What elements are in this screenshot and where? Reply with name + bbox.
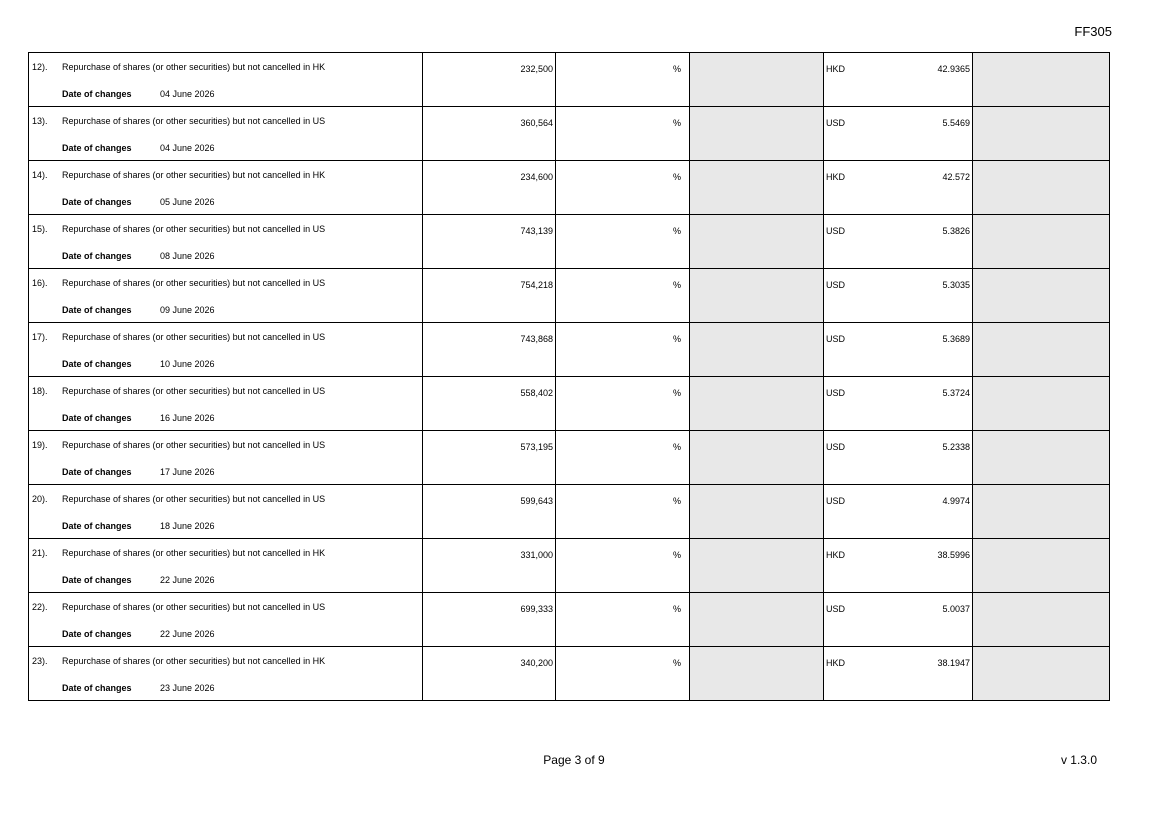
date-of-changes-label: Date of changes <box>62 521 132 531</box>
price-cell <box>824 323 973 377</box>
date-of-changes-value: 22 June 2026 <box>160 629 215 639</box>
row-index: 15). <box>32 224 48 234</box>
percent-symbol: % <box>672 334 681 344</box>
date-of-changes-label: Date of changes <box>62 413 132 423</box>
percent-symbol: % <box>672 172 681 182</box>
shares-cell <box>423 485 556 539</box>
price-cell <box>824 485 973 539</box>
currency-code: HKD <box>826 658 846 668</box>
shares-value: 558,402 <box>520 388 553 398</box>
date-of-changes-value: 08 June 2026 <box>160 251 215 261</box>
table-row <box>29 539 1110 593</box>
date-of-changes-label: Date of changes <box>62 89 132 99</box>
blank-grey-cell <box>973 593 1110 647</box>
date-of-changes-value: 23 June 2026 <box>160 683 215 693</box>
percent-cell <box>556 647 690 701</box>
date-of-changes-label: Date of changes <box>62 467 132 477</box>
currency-code: HKD <box>826 64 846 74</box>
page-number: Page 3 of 9 <box>543 753 605 767</box>
change-description: Repurchase of shares (or other securities) but not cancelled in US <box>62 278 326 288</box>
date-of-changes-value: 05 June 2026 <box>160 197 215 207</box>
table-row <box>29 323 1110 377</box>
price-value: 38.5996 <box>937 550 970 560</box>
price-value: 5.3826 <box>942 226 970 236</box>
shares-value: 573,195 <box>520 442 553 452</box>
percent-symbol: % <box>672 442 681 452</box>
shares-value: 699,333 <box>520 604 553 614</box>
percent-cell <box>556 53 690 107</box>
change-description: Repurchase of shares (or other securities) but not cancelled in HK <box>62 656 326 666</box>
date-of-changes-value: 17 June 2026 <box>160 467 215 477</box>
percent-cell <box>556 539 690 593</box>
shares-cell <box>423 215 556 269</box>
change-description: Repurchase of shares (or other securities) but not cancelled in US <box>62 440 326 450</box>
shares-value: 754,218 <box>520 280 553 290</box>
price-value: 38.1947 <box>937 658 970 668</box>
percent-cell <box>556 107 690 161</box>
change-description: Repurchase of shares (or other securities) but not cancelled in US <box>62 116 326 126</box>
price-cell <box>824 107 973 161</box>
change-description: Repurchase of shares (or other securities) but not cancelled in US <box>62 332 326 342</box>
currency-code: USD <box>826 442 846 452</box>
table-row <box>29 593 1110 647</box>
shares-cell <box>423 107 556 161</box>
shares-cell <box>423 431 556 485</box>
table-row <box>29 269 1110 323</box>
percent-cell <box>556 485 690 539</box>
blank-grey-cell <box>690 269 824 323</box>
row-index: 17). <box>32 332 48 342</box>
shares-cell <box>423 53 556 107</box>
price-cell <box>824 593 973 647</box>
blank-grey-cell <box>690 323 824 377</box>
table-row <box>29 485 1110 539</box>
price-cell <box>824 377 973 431</box>
blank-grey-cell <box>690 215 824 269</box>
description-cell <box>29 431 423 485</box>
price-value: 5.3689 <box>942 334 970 344</box>
date-of-changes-value: 09 June 2026 <box>160 305 215 315</box>
shares-cell <box>423 377 556 431</box>
table-row <box>29 161 1110 215</box>
row-index: 12). <box>32 62 48 72</box>
currency-code: USD <box>826 496 846 506</box>
currency-code: USD <box>826 118 846 128</box>
description-cell <box>29 593 423 647</box>
row-index: 16). <box>32 278 48 288</box>
shares-cell <box>423 269 556 323</box>
row-index: 22). <box>32 602 48 612</box>
date-of-changes-label: Date of changes <box>62 251 132 261</box>
price-cell <box>824 539 973 593</box>
currency-code: USD <box>826 388 846 398</box>
blank-grey-cell <box>690 161 824 215</box>
price-cell <box>824 647 973 701</box>
blank-grey-cell <box>690 431 824 485</box>
shares-value: 599,643 <box>520 496 553 506</box>
shares-value: 234,600 <box>520 172 553 182</box>
currency-code: USD <box>826 334 846 344</box>
date-of-changes-value: 04 June 2026 <box>160 89 215 99</box>
table-row <box>29 53 1110 107</box>
change-description: Repurchase of shares (or other securities) but not cancelled in US <box>62 602 326 612</box>
blank-grey-cell <box>973 323 1110 377</box>
shares-value: 743,868 <box>520 334 553 344</box>
row-index: 20). <box>32 494 48 504</box>
blank-grey-cell <box>690 539 824 593</box>
date-of-changes-label: Date of changes <box>62 683 132 693</box>
blank-grey-cell <box>973 485 1110 539</box>
blank-grey-cell <box>973 269 1110 323</box>
percent-symbol: % <box>672 550 681 560</box>
currency-code: USD <box>826 226 846 236</box>
date-of-changes-value: 04 June 2026 <box>160 143 215 153</box>
currency-code: USD <box>826 280 846 290</box>
date-of-changes-value: 18 June 2026 <box>160 521 215 531</box>
date-of-changes-label: Date of changes <box>62 197 132 207</box>
date-of-changes-label: Date of changes <box>62 305 132 315</box>
date-of-changes-label: Date of changes <box>62 629 132 639</box>
percent-symbol: % <box>672 64 681 74</box>
shares-cell <box>423 539 556 593</box>
shares-value: 331,000 <box>520 550 553 560</box>
version-label: v 1.3.0 <box>1060 753 1097 767</box>
blank-grey-cell <box>973 161 1110 215</box>
date-of-changes-value: 16 June 2026 <box>160 413 215 423</box>
description-cell <box>29 269 423 323</box>
blank-grey-cell <box>973 431 1110 485</box>
price-cell <box>824 215 973 269</box>
shares-value: 360,564 <box>520 118 553 128</box>
percent-cell <box>556 377 690 431</box>
shares-value: 340,200 <box>520 658 553 668</box>
date-of-changes-label: Date of changes <box>62 143 132 153</box>
percent-symbol: % <box>672 118 681 128</box>
percent-symbol: % <box>672 280 681 290</box>
change-description: Repurchase of shares (or other securities) but not cancelled in HK <box>62 548 326 558</box>
description-cell <box>29 323 423 377</box>
price-value: 42.9365 <box>937 64 970 74</box>
description-cell <box>29 107 423 161</box>
table-row <box>29 647 1110 701</box>
date-of-changes-label: Date of changes <box>62 359 132 369</box>
blank-grey-cell <box>973 377 1110 431</box>
price-cell <box>824 53 973 107</box>
currency-code: USD <box>826 604 846 614</box>
price-value: 5.5469 <box>942 118 970 128</box>
shares-value: 232,500 <box>520 64 553 74</box>
description-cell <box>29 485 423 539</box>
row-index: 14). <box>32 170 48 180</box>
price-value: 5.3724 <box>942 388 970 398</box>
form-code: FF305 <box>1074 24 1112 39</box>
percent-symbol: % <box>672 658 681 668</box>
change-description: Repurchase of shares (or other securities) but not cancelled in HK <box>62 170 326 180</box>
blank-grey-cell <box>973 53 1110 107</box>
blank-grey-cell <box>690 647 824 701</box>
date-of-changes-value: 22 June 2026 <box>160 575 215 585</box>
description-cell <box>29 53 423 107</box>
share-changes-table <box>28 52 1110 701</box>
blank-grey-cell <box>690 485 824 539</box>
price-cell <box>824 269 973 323</box>
percent-cell <box>556 323 690 377</box>
shares-cell <box>423 593 556 647</box>
row-index: 21). <box>32 548 48 558</box>
table-row <box>29 107 1110 161</box>
price-value: 5.0037 <box>942 604 970 614</box>
blank-grey-cell <box>690 107 824 161</box>
percent-symbol: % <box>672 604 681 614</box>
percent-cell <box>556 269 690 323</box>
price-cell <box>824 161 973 215</box>
shares-value: 743,139 <box>520 226 553 236</box>
price-cell <box>824 431 973 485</box>
currency-code: HKD <box>826 550 846 560</box>
currency-code: HKD <box>826 172 846 182</box>
shares-cell <box>423 647 556 701</box>
price-value: 4.9974 <box>942 496 970 506</box>
date-of-changes-label: Date of changes <box>62 575 132 585</box>
blank-grey-cell <box>973 539 1110 593</box>
row-index: 19). <box>32 440 48 450</box>
table-body <box>29 53 1110 701</box>
description-cell <box>29 215 423 269</box>
change-description: Repurchase of shares (or other securities) but not cancelled in US <box>62 494 326 504</box>
description-cell <box>29 647 423 701</box>
row-index: 13). <box>32 116 48 126</box>
description-cell <box>29 377 423 431</box>
price-value: 5.2338 <box>942 442 970 452</box>
blank-grey-cell <box>973 215 1110 269</box>
blank-grey-cell <box>690 377 824 431</box>
shares-cell <box>423 161 556 215</box>
shares-cell <box>423 323 556 377</box>
percent-cell <box>556 593 690 647</box>
blank-grey-cell <box>690 53 824 107</box>
description-cell <box>29 161 423 215</box>
row-index: 18). <box>32 386 48 396</box>
percent-cell <box>556 161 690 215</box>
blank-grey-cell <box>973 647 1110 701</box>
percent-symbol: % <box>672 226 681 236</box>
date-of-changes-value: 10 June 2026 <box>160 359 215 369</box>
table-row <box>29 377 1110 431</box>
description-cell <box>29 539 423 593</box>
change-description: Repurchase of shares (or other securities) but not cancelled in US <box>62 386 326 396</box>
percent-cell <box>556 215 690 269</box>
blank-grey-cell <box>973 107 1110 161</box>
blank-grey-cell <box>690 593 824 647</box>
percent-symbol: % <box>672 496 681 506</box>
change-description: Repurchase of shares (or other securities) but not cancelled in HK <box>62 62 326 72</box>
change-description: Repurchase of shares (or other securities) but not cancelled in US <box>62 224 326 234</box>
row-index: 23). <box>32 656 48 666</box>
percent-cell <box>556 431 690 485</box>
price-value: 5.3035 <box>942 280 970 290</box>
table-row <box>29 431 1110 485</box>
table-row <box>29 215 1110 269</box>
price-value: 42.572 <box>942 172 970 182</box>
percent-symbol: % <box>672 388 681 398</box>
